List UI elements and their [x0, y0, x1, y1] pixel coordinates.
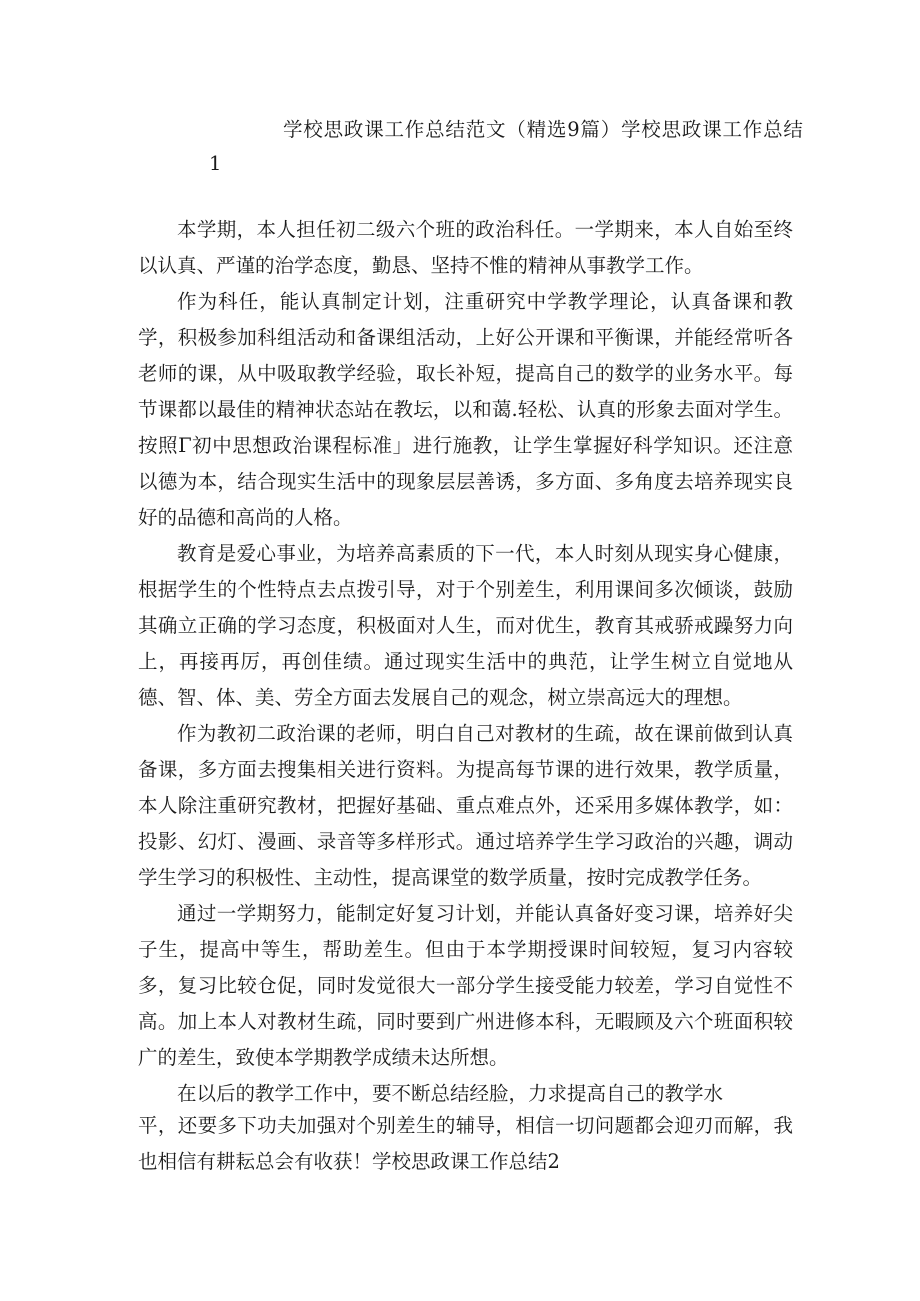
title-number: 1: [209, 152, 222, 175]
paragraph: 在以后的教学工作中，要不断总结经脸，力求提高自己的教学水: [177, 1082, 724, 1105]
paragraph: 本学期，本人担任初二级六个班的政治科任。一学期来，本人自始至终以认真、严谨的治学态度，勤恳、坚持不惟的精神从事教学工作。: [138, 218, 793, 277]
paragraph: 教育是爱心事业，为培养高素质的下一代，本人时刻从现实身心健康，根据学生的个性特点去点拨引导，对于个别差生，利用课间多次倾谈，鼓励其确立正确的学习态度，积极面对人生，而对优生，教育其戒骄戒躁努力向上，再接再厉，再创佳绩。通过现实生活中的典范，让学生树立自觉地从德、智、体、美、劳全方面去发展自己的观念，树立崇高远大的理想。: [138, 542, 793, 709]
closing-paragraph: 平，还要多下功夫加强对个别差生的辅导，相信一切问题都会迎刃而解，我也相信有耕耘总会有收获！学校思政课工作总结2: [138, 1114, 793, 1173]
document-title: 学校思政课工作总结范文（精选9篇）学校思政课工作总结: [283, 118, 804, 141]
body-text: [138, 212, 793, 1112]
paragraph: 作为教初二政治课的老师，明白自己对教材的生疏，故在课前做到认真备课，多方面去搜集相关进行资料。为提高每节课的进行效果，教学质量，本人除注重研究教材，把握好基础、重点难点外，还采用多媒体教学，如：投影、幻灯、漫画、录音等多样形式。通过培养学生学习政治的兴趣，调动学生学习的积极性、主动性，提高课堂的数学质量，按时完成教学任务。: [138, 722, 793, 889]
paragraph: 作为科任，能认真制定计划，注重研究中学教学理论，认真备课和教学，积极参加科组活动和备课组活动，上好公开课和平衡课，并能经常听各老师的课，从中吸取教学经验，取长补短，提高自己的数学的业务水平。每节课都以最佳的精神状态站在教坛，以和蔼.轻松、认真的形象去面对学生。按照Γ初中思想政治课程标准」进行施教，让学生掌握好科学知识。还注意以德为本，结合现实生活中的现象层层善诱，多方面、多角度去培养现实良好的品德和高尚的人格。: [138, 290, 793, 529]
paragraph: 通过一学期努力，能制定好复习计划，并能认真备好变习课，培养好尖子生，提高中等生，帮助差生。但由于本学期授课时间较短，复习内容较多，复习比较仓促，同时发觉很大一部分学生接受能力较差，学习自觉性不高。加上本人对教材生疏，同时要到广州进修本科，无暇顾及六个班面积较广的差生，致使本学期教学成绩未达所想。: [138, 902, 793, 1069]
